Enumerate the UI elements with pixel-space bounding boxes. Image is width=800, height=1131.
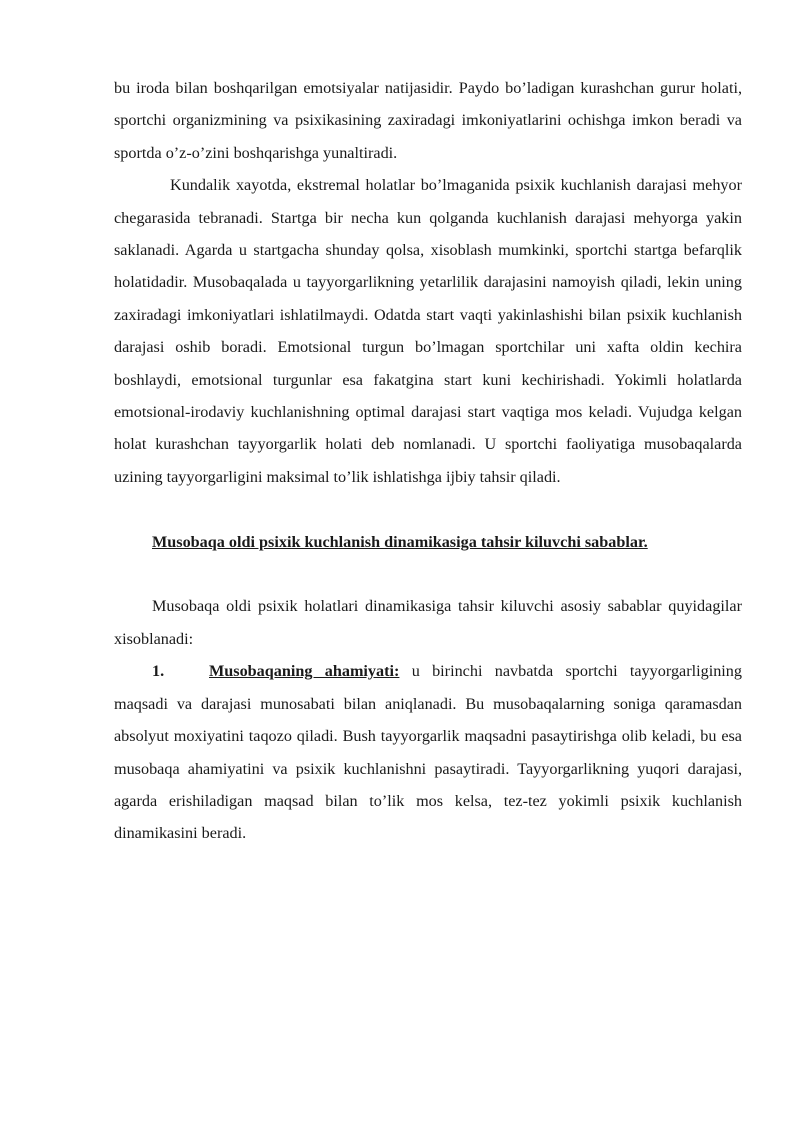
list-item-number: 1. xyxy=(152,662,165,681)
section-heading: Musobaqa oldi psixik kuchlanish dinamikasiga tahsir kiluvchi sabablar. xyxy=(152,532,648,551)
paragraph-intro-continuation: bu iroda bilan boshqarilgan emotsiyalar natijasidir. Paydo bo’ladigan kurashchan gurur holati, sportchi organizmining va psixikasining zaxiradagi imkoniyatlarini ochishga imkon beradi va sportda o’z-o’zini boshqarishga yunaltiradi. xyxy=(114,79,742,162)
document-body xyxy=(114,72,742,850)
list-item-title: Musobaqaning ahamiyati: xyxy=(209,662,400,681)
paragraph-kundalik: Kundalik xayotda, ekstremal holatlar bo’lmaganida psixik kuchlanish darajasi mehyor chegarasida tebranadi. Startga bir necha kun qolganda kuchlanish darajasi mehyorga yakin saklanadi. Agarda u startgacha shunday qolsa, xisoblash mumkinki, sportchi startga befarqlik holatidadir. Musobaqalada u tayyorgarlikning yetarlilik darajasini namoyish qiladi, lekin uning zaxiradagi imkoniyatlari ishlatilmaydi. Odatda start vaqti yakinlashishi bilan psixik kuchlanish darajasi oshib boradi. Emotsional turgun bo’lmagan sportchilar uni xafta oldin kechira boshlaydi, emotsional turgunlar esa fakatgina start kuni kechirishadi. Yokimli holatlarda emotsional-irodaviy kuchlanishning optimal darajasi start vaqtiga mos keladi. Vujudga kelgan holat kurashchan tayyorgarlik holati deb nomlanadi. U sportchi faoliyatiga musobaqalarda uzining tayyorgarligini maksimal to’lik ishlatishga ijbiy tahsir qiladi. xyxy=(114,176,742,486)
list-item-text: u birinchi navbatda sportchi tayyorgarligining maqsadi va darajasi munosabati bilan aniqlanadi. Bu musobaqalarning soniga qaramasdan absolyut moxiyatini taqozo qiladi. Bush tayyorgarlik maqsadni pasaytirishga olib keladi, bu esa musobaqa ahamiyatini va psixik kuchlanishni pasaytiradi. Tayyorgarlikning yuqori darajasi, agarda erishiladigan maqsad bilan to’lik mos kelsa, tez-tez yokimli psixik kuchlanish dinamikasini beradi. xyxy=(114,662,742,843)
paragraph-reasons-intro: Musobaqa oldi psixik holatlari dinamikasiga tahsir kiluvchi asosiy sabablar quyidagilar xisoblanadi: xyxy=(114,597,742,648)
blank-line xyxy=(114,558,742,590)
list-item-1 xyxy=(114,655,742,849)
blank-line xyxy=(114,493,742,525)
